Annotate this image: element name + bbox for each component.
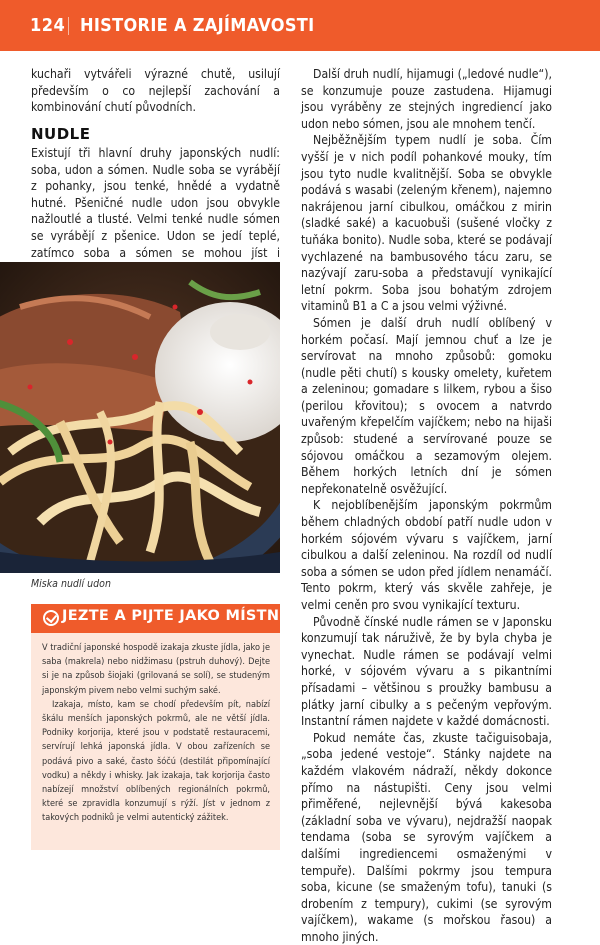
header-divider bbox=[68, 17, 69, 35]
page-number: 124 bbox=[30, 15, 66, 36]
noodles-paragraph: Existují tři hlavní druhy japonských nudlí: soba, udon a sómen. Nudle soba se vyrábějí z pohanky, jsou tenké, hnědé a vydatně hutné. Pšeničné nudle udon jsou obvykle nažloutlé a tlusté. Velmi tenké nudle sómen se vyrábějí z pšenice. Udon se jedí teplé, zatímco soba a sómen se mohou jíst i bbox=[31, 146, 280, 260]
right-paragraph: Nejběžnějším typem nudlí je soba. Čím vyšší je v nich podíl pohankové mouky, tím jsou tyto nudle kvalitnější. Soba se obvykle podává s wasabi (zeleným křenem), najemno nakrájenou jarní cibulkou, omáčkou z mirin (sladké saké) a kacuobuši (sušené vločky z tuňáka bonito). Nudle soba, které se podávají vychlazené na bambusového tácu zaru, se nazývají zaru-soba a představují vynikající letní pokrm. Soba jsou bohatým zdrojem vitaminů B1 a C a jsou velmi výživné. bbox=[301, 133, 552, 314]
photo-caption: Miska nudlí udon bbox=[31, 578, 111, 590]
box-paragraph-2: Izakaja, místo, kam se chodí především pít, nabízí škálu menších japonských pokrmů, ale ne větší jídla. Podniky korjorija, které jsou v podstatě restauracemi, servírují lehká japonská jídla. V obou zařízeních se podává pivo a saké, často šóčú (destilát připomínající vodku) a někdy i whisky. Jak izakaja, tak korjorija často nabízejí množství oblíbených regionálních pokrmů, které se zpravidla konzumují s rýží. Jíst v jednom z takových podniků je velmi autentický zážitek. bbox=[42, 699, 270, 824]
section-title: HISTORIE A ZAJÍMAVOSTI bbox=[80, 15, 315, 36]
box-paragraph-1: V tradiční japonské hospodě izakaja zkuste jídla, jako je saba (makrela) nebo nidžimasu (pstruh duhový). Dejte si je na způsob šiojaki (grilovaná se solí), se studeným japonským pivem nebo velmi suchým saké. bbox=[42, 643, 270, 696]
right-paragraph: Pokud nemáte čas, zkuste tačiguisobaja, „soba jedené vestoje“. Stánky najdete na každém vlakovém nádraží, někdy dokonce přímo na nástupišti. Ceny jsou velmi přiměřené, nejlevnější bývá kakesoba (základní soba ve vývaru), nejdražší naopak tendama (soba se syrovým vajíčkem a dalšími ingrediencemi osmaženými v tempuře). Dalšími pokrmy jsou tempura soba, kicune (se smaženým tofu), tanuki (s drobením z tempury), cukimi (se syrovým vajíčkem), wakame (s mořskou řasou) a mnoho jiných. bbox=[301, 730, 552, 944]
right-column bbox=[301, 66, 552, 945]
right-paragraph: Původně čínské nudle rámen se v Japonsku konzumují tak náruživě, že by byla chyba je vynechat. Nudle rámen se podávají velmi horké, v sójovém vývaru a s pikantními přísadami – většinou s proužky bambusu a plátky jarní cibulky a s pečeným vepřovým. Instantní rámen najdete v každé domácnosti. bbox=[301, 614, 552, 729]
right-paragraph: K nejoblíbenějším japonským pokrmům během chladných období patří nudle udon v horkém sójovém vývaru s vajíčkem, jarní cibulkou a další zeleninou. Na rozdíl od nudlí soba a sómen se udon před jídlem nenamáčí. Tento pokrm, který vás skvěle zahřeje, je velmi ceněn pro svou vynikající texturu. bbox=[301, 498, 552, 612]
page-header bbox=[0, 0, 600, 51]
box-text bbox=[42, 641, 270, 826]
box-title: JEZTE A PIJTE JAKO MÍSTNÍ bbox=[62, 608, 285, 624]
udon-bowl-image bbox=[0, 262, 280, 573]
noodles-heading: NUDLE bbox=[31, 125, 91, 143]
intro-paragraph: kuchaři vytvářeli výrazné chutě, usilují především o co nejlepší zachování a kombinování chutí původních. bbox=[31, 67, 280, 115]
check-circle-icon bbox=[43, 610, 59, 626]
right-paragraph: Další druh nudlí, hijamugi („ledové nudle“), se konzumuje pouze zastudena. Hijamugi jsou vyráběny ze stejných ingrediencí jako udon nebo sómen, jsou ale mnohem tenčí. bbox=[301, 67, 552, 131]
right-paragraph: Sómen je další druh nudlí oblíbený v horkém počasí. Mají jemnou chuť a lze je servírovat na mnoho způsobů: gomoku (nudle pěti chutí) s kousky omelety, kuřetem a zeleninou; gomadare s lilkem, rybou a šiso (perilou křovitou); s ovocem a natvrdo uvařeným křepelčím vajíčkem; nebo na hijaši způsob: studené a servírované pouze se sójovou omáčkou a sezamovým olejem. Během horkých letních dní je sómen nepřekonatelně osvěžující. bbox=[301, 315, 552, 496]
udon-bowl-photo bbox=[0, 262, 280, 573]
